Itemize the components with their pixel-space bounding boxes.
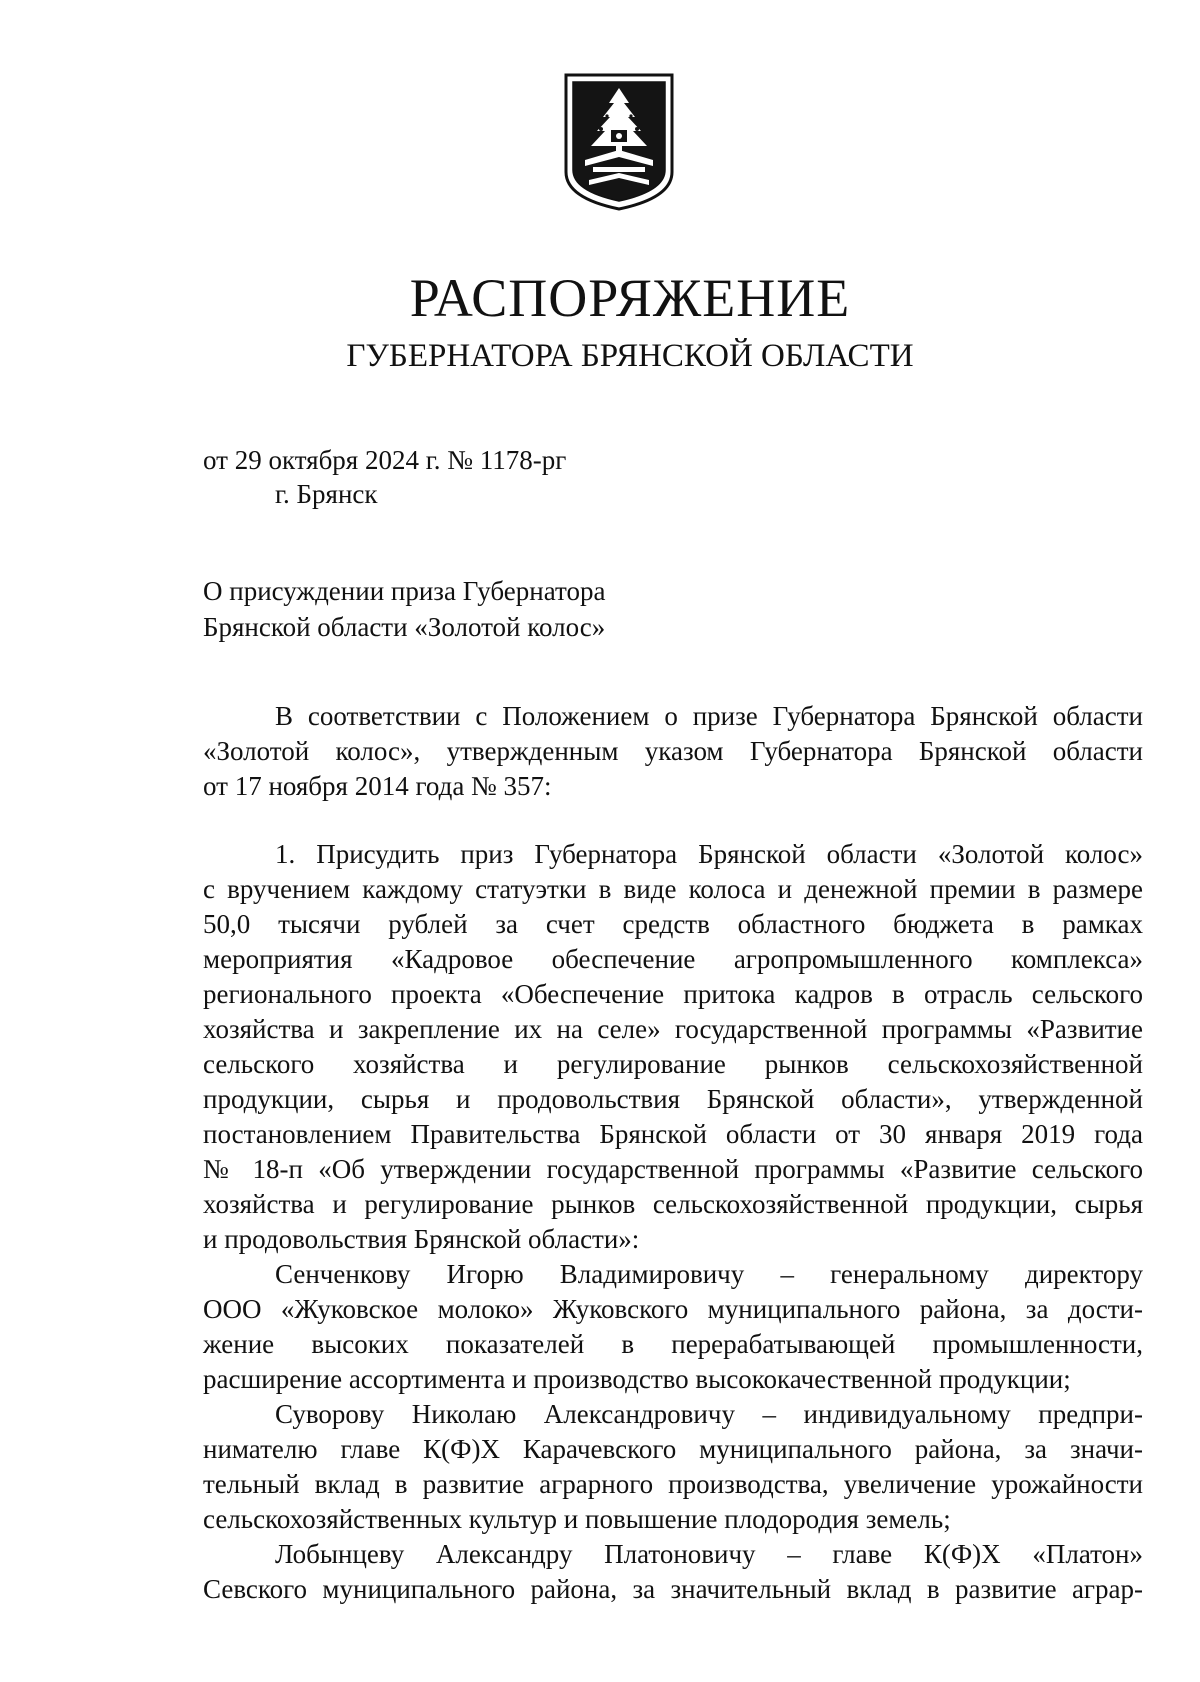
body-line: продукции, сырья и продовольствия Брянской области», утвержденной [203,1084,1143,1114]
subject-line: О присуждении приза Губернатора [203,576,606,606]
document-subject [203,573,605,645]
body-line: хозяйства и закрепление их на селе» государственной программы «Развитие [203,1014,1143,1044]
body-line: ООО «Жуковское молоко» Жуковского муниципального района, за дости- [203,1294,1143,1324]
body-line: Сенченкову Игорю Владимировичу – генеральному директору [275,1259,1143,1289]
body-line: Лобынцеву Александру Платоновичу – главе К(Ф)Х «Платон» [275,1539,1143,1569]
body-line: № 18-п «Об утверждении государственной программы «Развитие сельского [203,1154,1143,1184]
document-title: РАСПОРЯЖЕНИЕ [409,268,851,328]
body-line: сельскохозяйственных культур и повышение плодородия земель; [203,1504,951,1534]
body-line: мероприятия «Кадровое обеспечение агропромышленного комплекса» [203,944,1143,974]
body-line: сельского хозяйства и регулирование рынков сельскохозяйственной [203,1049,1143,1079]
document-city: г. Брянск [275,479,378,509]
body-line: расширение ассортимента и производство высококачественной продукции; [203,1364,1071,1394]
body-line: и продовольствия Брянской области»: [203,1224,640,1254]
document-date-number: от 29 октября 2024 г. № 1178-рг [203,445,567,475]
body-line: хозяйства и регулирование рынков сельскохозяйственной продукции, сырья [203,1189,1143,1219]
body-line: тельный вклад в развитие аграрного производства, увеличение урожайности [203,1469,1143,1499]
body-line: Суворову Николаю Александровичу – индивидуальному предпри- [275,1399,1143,1429]
body-line: Севского муниципального района, за значительный вклад в развитие аграр- [203,1574,1143,1604]
body-line: 1. Присудить приз Губернатора Брянской области «Золотой колос» [275,839,1143,869]
coat-of-arms-emblem [563,72,675,212]
body-line: 50,0 тысячи рублей за счет средств областного бюджета в рамках [203,909,1143,939]
paragraph-gap [203,804,1143,837]
issuer-title: ГУБЕРНАТОРА БРЯНСКОЙ ОБЛАСТИ [346,338,914,374]
body-line: с вручением каждому статуэтки в виде колоса и денежной премии в размере [203,874,1143,904]
body-line: от 17 ноября 2014 года № 357: [203,771,552,801]
body-line: нимателю главе К(Ф)Х Карачевского муниципального района, за значи- [203,1434,1143,1464]
body-line: регионального проекта «Обеспечение притока кадров в отрасль сельского [203,979,1143,1009]
body-line: В соответствии с Положением о призе Губернатора Брянской области [275,701,1143,731]
body-line: жение высоких показателей в перерабатывающей промышленности, [203,1329,1143,1359]
document-body [203,699,1143,1607]
body-line: постановлением Правительства Брянской области от 30 января 2019 года [203,1119,1143,1149]
body-line: «Золотой колос», утвержденным указом Губернатора Брянской области [203,736,1143,766]
subject-line: Брянской области «Золотой колос» [203,612,606,642]
